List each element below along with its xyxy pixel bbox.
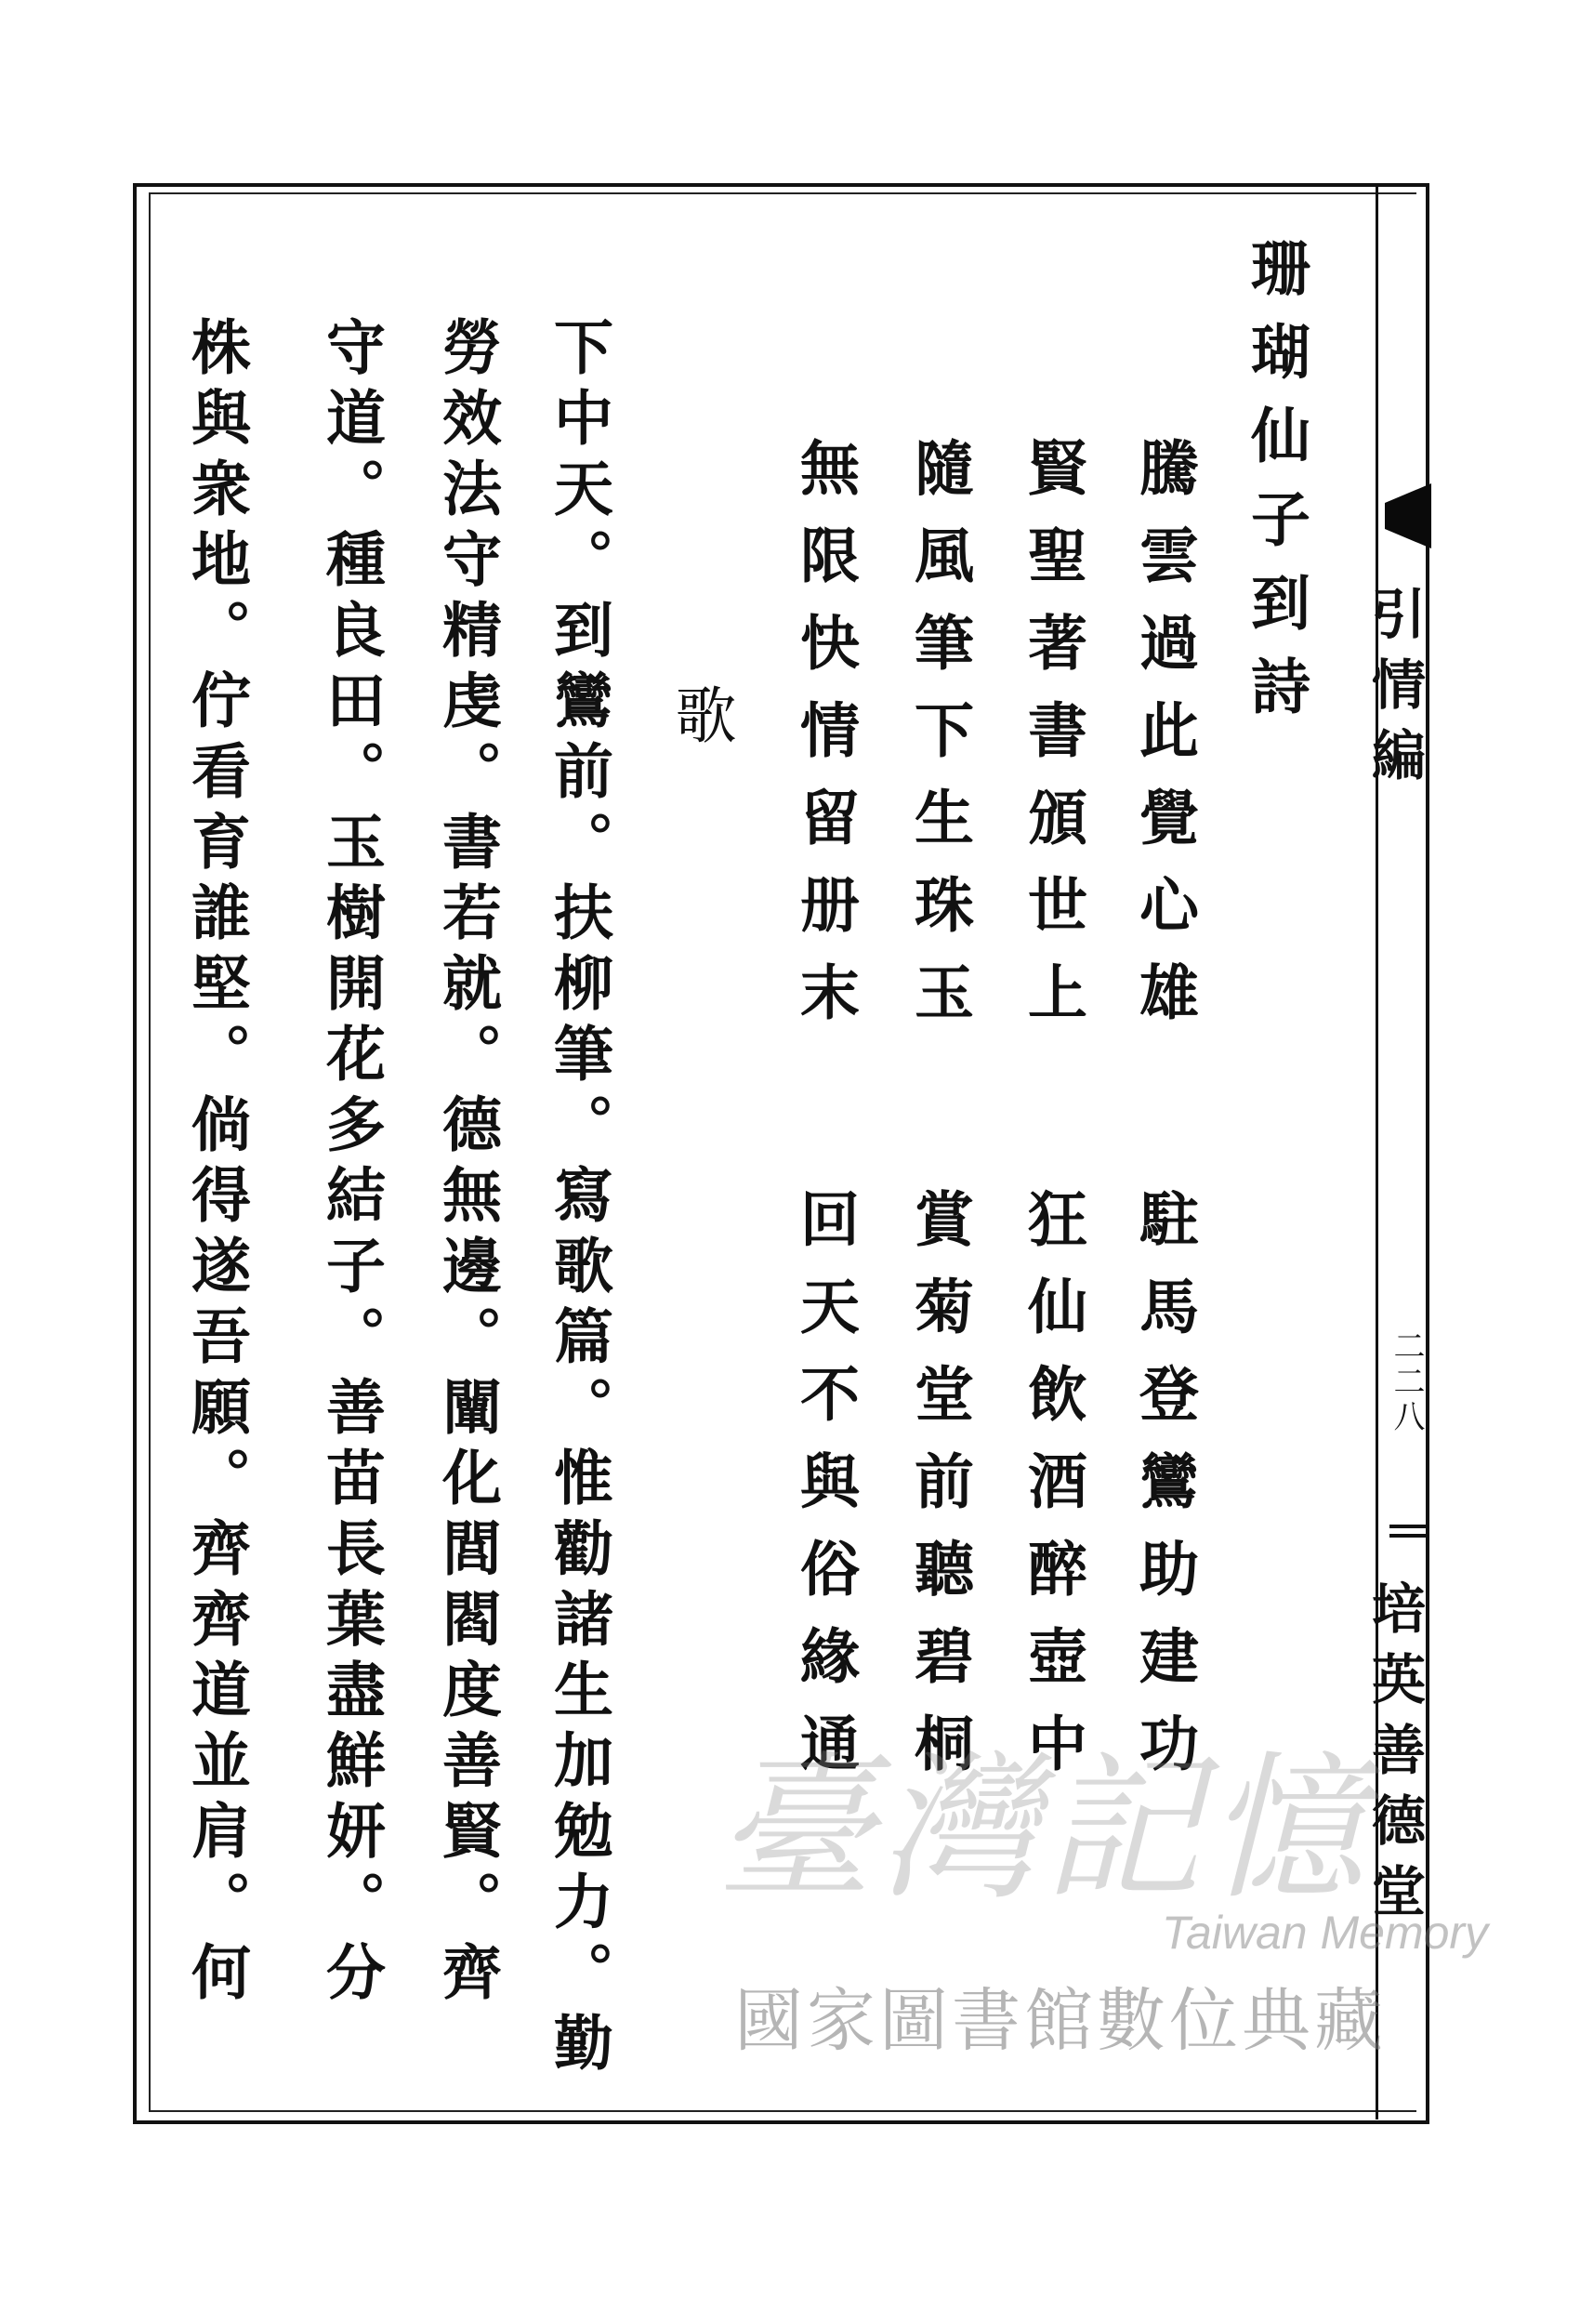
margin-hall-name: 培英善德堂 xyxy=(1363,1580,1426,1934)
prose-column: 守道。種良田。玉樹開花多結子。善苗長葉盡鮮妍。分 xyxy=(316,316,386,2012)
verse-column: 無限快情留册末回天不與俗緣通 xyxy=(790,437,860,1800)
prose-column: 勞效法守精虔。書若就。德無邊。闡化閭閻度善賢。齊 xyxy=(432,316,502,2012)
verse-column: 賢聖著書頒世上狂仙飲酒醉壺中 xyxy=(1018,437,1087,1800)
verse-column: 隨風筆下生珠玉賞菊堂前聽碧桐 xyxy=(904,437,974,1800)
prose-column: 株與衆地。佇看育誰堅。倘得遂吾願。齊齊道並肩。何 xyxy=(181,316,251,2012)
song-heading: 歌 xyxy=(665,683,736,745)
watermark-english: Taiwan Memory xyxy=(1162,1907,1489,1959)
page-number: 二二八 xyxy=(1388,1329,1425,1435)
poem-title: 珊瑚仙子到詩 xyxy=(1241,237,1310,739)
prose-column: 下中天。到鸞前。扶柳筆。寫歌篇。惟勸諸生加勉力。勤 xyxy=(544,316,613,2082)
margin-book-title: 引情編 xyxy=(1363,586,1426,798)
verse-column: 騰雲過此覺心雄駐馬登鸞助建功 xyxy=(1129,437,1199,1800)
margin-rule xyxy=(1389,1525,1427,1528)
watermark-logo: 臺灣記憶 xyxy=(716,1737,1371,1921)
watermark-chinese: 國家圖書館數位典藏 xyxy=(734,1981,1387,2061)
